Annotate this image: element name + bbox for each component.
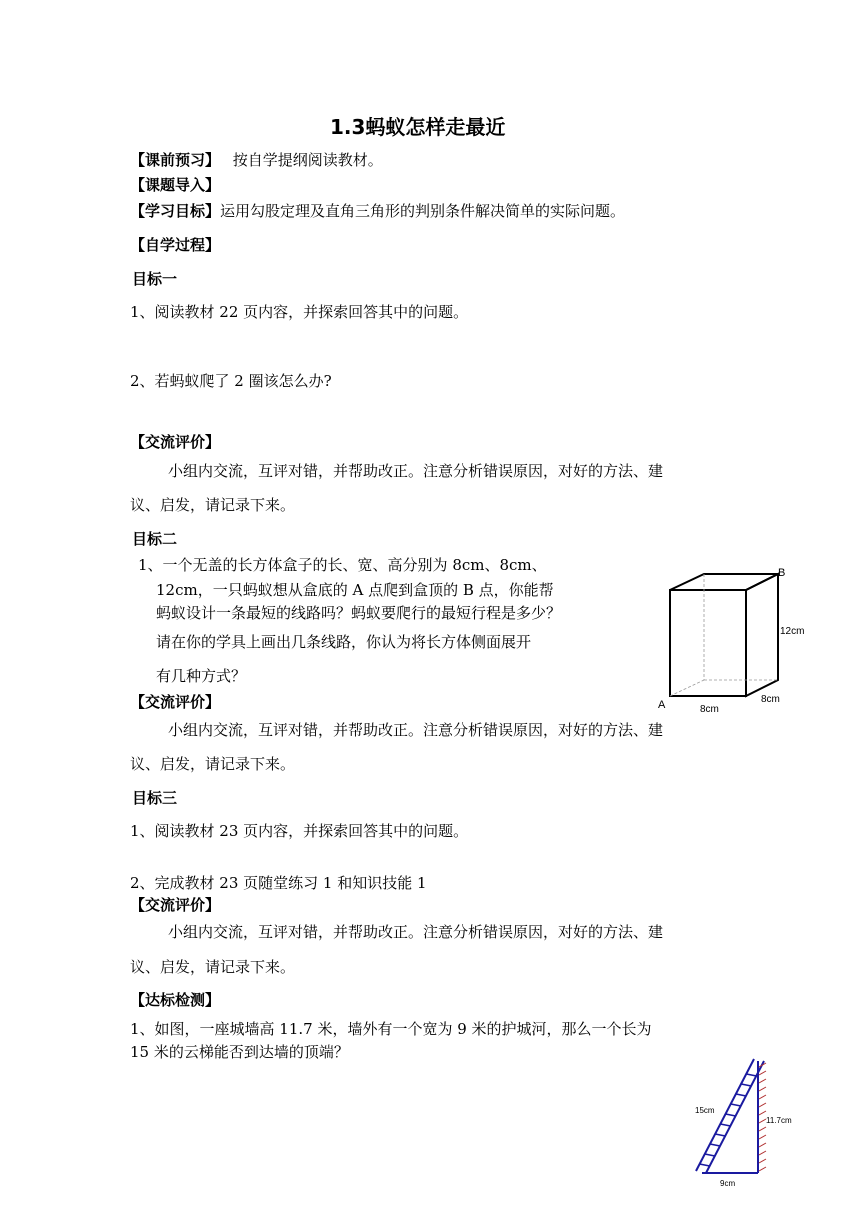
box-height-label: 12cm: [780, 626, 805, 637]
preview-row: [130, 150, 383, 170]
process-label: 【自学过程】: [130, 236, 221, 254]
box-side-face: [746, 574, 778, 696]
box-length-label: 8cm: [700, 704, 719, 715]
wall-hatching: [759, 1063, 766, 1171]
box-hidden-edge-depth: [670, 680, 704, 696]
test-label: 【达标检测】: [130, 991, 221, 1009]
ladder-rungs: [700, 1074, 757, 1166]
goal2-line3: 蚂蚁设计一条最短的线路吗？蚂蚁要爬行的最短行程是多少？: [156, 604, 562, 622]
goal2-heading: 目标二: [132, 530, 178, 548]
review2-line1: 小组内交流，互评对错，并帮助改正。注意分析错误原因，对好的方法、建: [168, 721, 664, 739]
goal1-heading: 目标一: [132, 270, 178, 288]
objective-row: [130, 201, 625, 221]
goal3-item2: 2、完成教材 23 页随堂练习 1 和知识技能 1: [130, 874, 427, 892]
goal2-line2: 12cm，一只蚂蚁想从盒底的 A 点爬到盒顶的 B 点，你能帮: [156, 581, 554, 599]
ladder-rail-left: [696, 1059, 754, 1171]
preview-label: 【课前预习】: [130, 151, 221, 169]
wall-height-label: 11.7cm: [766, 1116, 792, 1125]
box-label-b: B: [778, 567, 786, 579]
goal2-line5: 有几种方式？: [156, 667, 247, 685]
goal3-heading: 目标三: [132, 789, 178, 807]
ladder-length-label: 15cm: [695, 1106, 715, 1115]
review2-line2: 议、启发，请记录下来。: [130, 755, 296, 773]
review2-label: 【交流评价】: [130, 693, 221, 711]
goal2-line4: 请在你的学具上画出几条线路，你认为将长方体侧面展开: [156, 633, 532, 651]
intro-label: 【课题导入】: [130, 176, 221, 194]
review3-line2: 议、启发，请记录下来。: [130, 958, 296, 976]
review1-label: 【交流评价】: [130, 433, 221, 451]
review3-label: 【交流评价】: [130, 896, 221, 914]
goal1-item2: 2、若蚂蚁爬了 2 圈该怎么办?: [130, 372, 332, 390]
box-width-label: 8cm: [761, 694, 780, 705]
objective-text: 运用勾股定理及直角三角形的判别条件解决简单的实际问题。: [220, 202, 626, 220]
review1-line2: 议、启发，请记录下来。: [130, 496, 296, 514]
moat-width-label: 9cm: [720, 1179, 736, 1188]
test-line2: 15 米的云梯能否到达墙的顶端？: [130, 1043, 349, 1061]
goal3-item1: 1、阅读教材 23 页内容，并探索回答其中的问题。: [130, 822, 469, 840]
objective-label: 【学习目标】: [130, 202, 221, 220]
preview-text: 按自学提纲阅读教材。: [232, 151, 383, 169]
cuboid-figure: [650, 560, 820, 720]
ladder-figure: [690, 1055, 810, 1190]
page-title: 1.3蚂蚁怎样走最近: [330, 115, 506, 139]
goal1-item1: 1、阅读教材 22 页内容，并探索回答其中的问题。: [130, 303, 469, 321]
review3-line1: 小组内交流，互评对错，并帮助改正。注意分析错误原因，对好的方法、建: [168, 923, 664, 941]
box-label-a: A: [658, 699, 666, 711]
review1-line1: 小组内交流，互评对错，并帮助改正。注意分析错误原因，对好的方法、建: [168, 462, 664, 480]
test-line1: 1、如图，一座城墙高 11.7 米，墙外有一个宽为 9 米的护城河，那么一个长为: [130, 1020, 652, 1038]
goal2-line1: 1、一个无盖的长方体盒子的长、宽、高分别为 8cm、8cm、: [138, 556, 547, 574]
